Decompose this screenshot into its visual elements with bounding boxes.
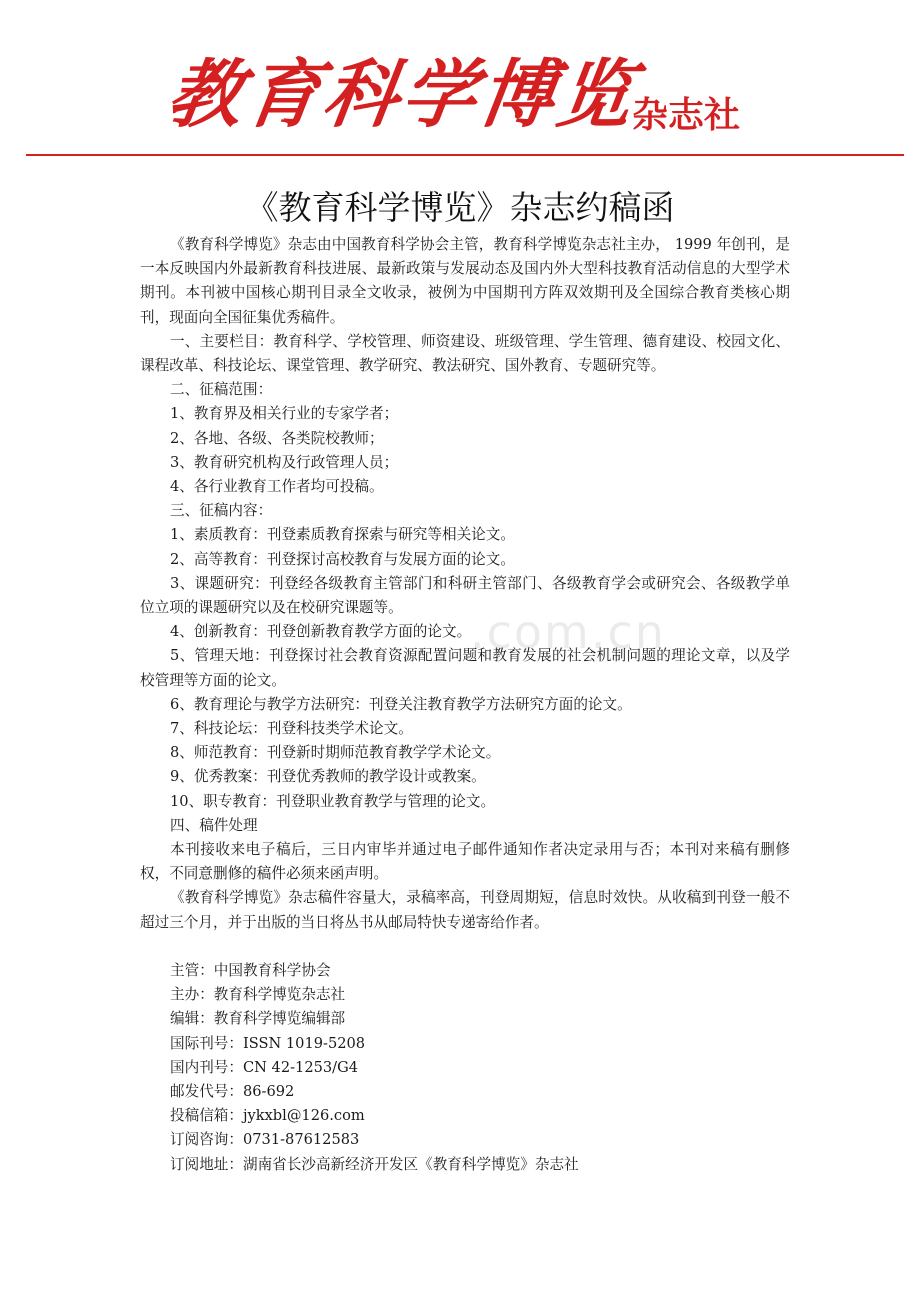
info-line: 投稿信箱：jykxbl@126.com: [170, 1107, 365, 1125]
list-item: 4、创新教育：刊登创新教育教学方面的论文。: [170, 623, 472, 641]
section-heading: 四、稿件处理: [170, 816, 258, 834]
info-line: 国内刊号：CN 42-1253/G4: [170, 1058, 359, 1076]
section-columns: 一、主要栏目：教育科学、学校管理、师资建设、班级管理、学生管理、德育建设、校园文化、课程改革、科技论坛、课堂管理、教学研究、教法研究、国外教育、专题研究等。: [140, 332, 790, 375]
list-item: 2、各地、各级、各类院校教师；: [170, 429, 384, 447]
watermark: .com.cn: [470, 605, 666, 659]
list-item: 6、教育理论与教学方法研究：刊登关注教育教学方法研究方面的论文。: [170, 695, 632, 713]
section-heading: 三、征稿内容：: [170, 502, 273, 520]
info-line: 主管：中国教育科学协会: [170, 961, 331, 979]
brand-logo: 教育科学博览: [161, 52, 643, 138]
info-line: 订阅地址：湖南省长沙高新经济开发区《教育科学博览》杂志社: [170, 1155, 579, 1173]
header-divider: [26, 154, 904, 156]
brand-suffix: 杂志社: [632, 95, 741, 136]
list-item: 9、优秀教案：刊登优秀教师的教学设计或教案。: [170, 768, 486, 786]
processing-paragraph: 《教育科学博览》杂志稿件容量大，录稿率高，刊登周期短，信息时效快。从收稿到刊登一般不超过三个月，并于出版的当日将丛书从邮局特快专递寄给作者。: [140, 889, 790, 931]
list-item: 8、师范教育：刊登新时期师范教育教学学术论文。: [170, 744, 501, 762]
info-line: 国际刊号：ISSN 1019-5208: [170, 1034, 366, 1052]
list-item: 10、职专教育：刊登职业教育教学与管理的论文。: [170, 792, 496, 810]
list-item: 2、高等教育：刊登探讨高校教育与发展方面的论文。: [170, 550, 515, 568]
info-line: 编辑：教育科学博览编辑部: [170, 1010, 346, 1028]
spacer: [140, 935, 790, 959]
list-item: 3、课题研究：刊登经各级教育主管部门和科研主管部门、各级教育学会或研究会、各级教学单位立项的课题研究以及在校研究课题等。: [140, 574, 790, 617]
list-item: 1、素质教育：刊登素质教育探索与研究等相关论文。: [170, 526, 515, 544]
list-item: 5、管理天地：刊登探讨社会教育资源配置问题和教育发展的社会机制问题的理论文章，以及学校管理等方面的论文。: [140, 647, 790, 689]
list-item: 7、科技论坛：刊登科技类学术论文。: [170, 720, 413, 738]
intro-paragraph: 《教育科学博览》杂志由中国教育科学协会主管，教育科学博览杂志社主办， 1999 年创刊，是一本反映国内外最新教育科技进展、最新政策与发展动态及国内外大型科技教育活动信息的大型学术期刊。本刊被中国核心期刊目录全文收录，被例为中国期刊方阵双效期刊及全国综合教育类核心期刊，现面向全国征集优秀稿件。: [140, 236, 790, 326]
list-item: 1、教育界及相关行业的专家学者；: [170, 405, 399, 423]
list-item: 3、教育研究机构及行政管理人员；: [170, 453, 399, 471]
info-line: 订阅咨询：0731-87612583: [170, 1131, 360, 1149]
list-item: 4、各行业教育工作者均可投稿。: [170, 478, 384, 496]
masthead: [0, 0, 920, 160]
section-heading: 二、征稿范围：: [170, 381, 273, 399]
processing-paragraph: 本刊接收来电子稿后，三日内审毕并通过电子邮件通知作者决定录用与否；本刊对来稿有删修权，不同意删修的稿件必须来函声明。: [140, 841, 790, 883]
page-title: 《教育科学博览》杂志约稿函: [245, 188, 675, 227]
info-line: 邮发代号：86-692: [170, 1082, 295, 1100]
letter-body: [140, 233, 790, 1177]
info-line: 主办：教育科学博览杂志社: [170, 986, 346, 1004]
